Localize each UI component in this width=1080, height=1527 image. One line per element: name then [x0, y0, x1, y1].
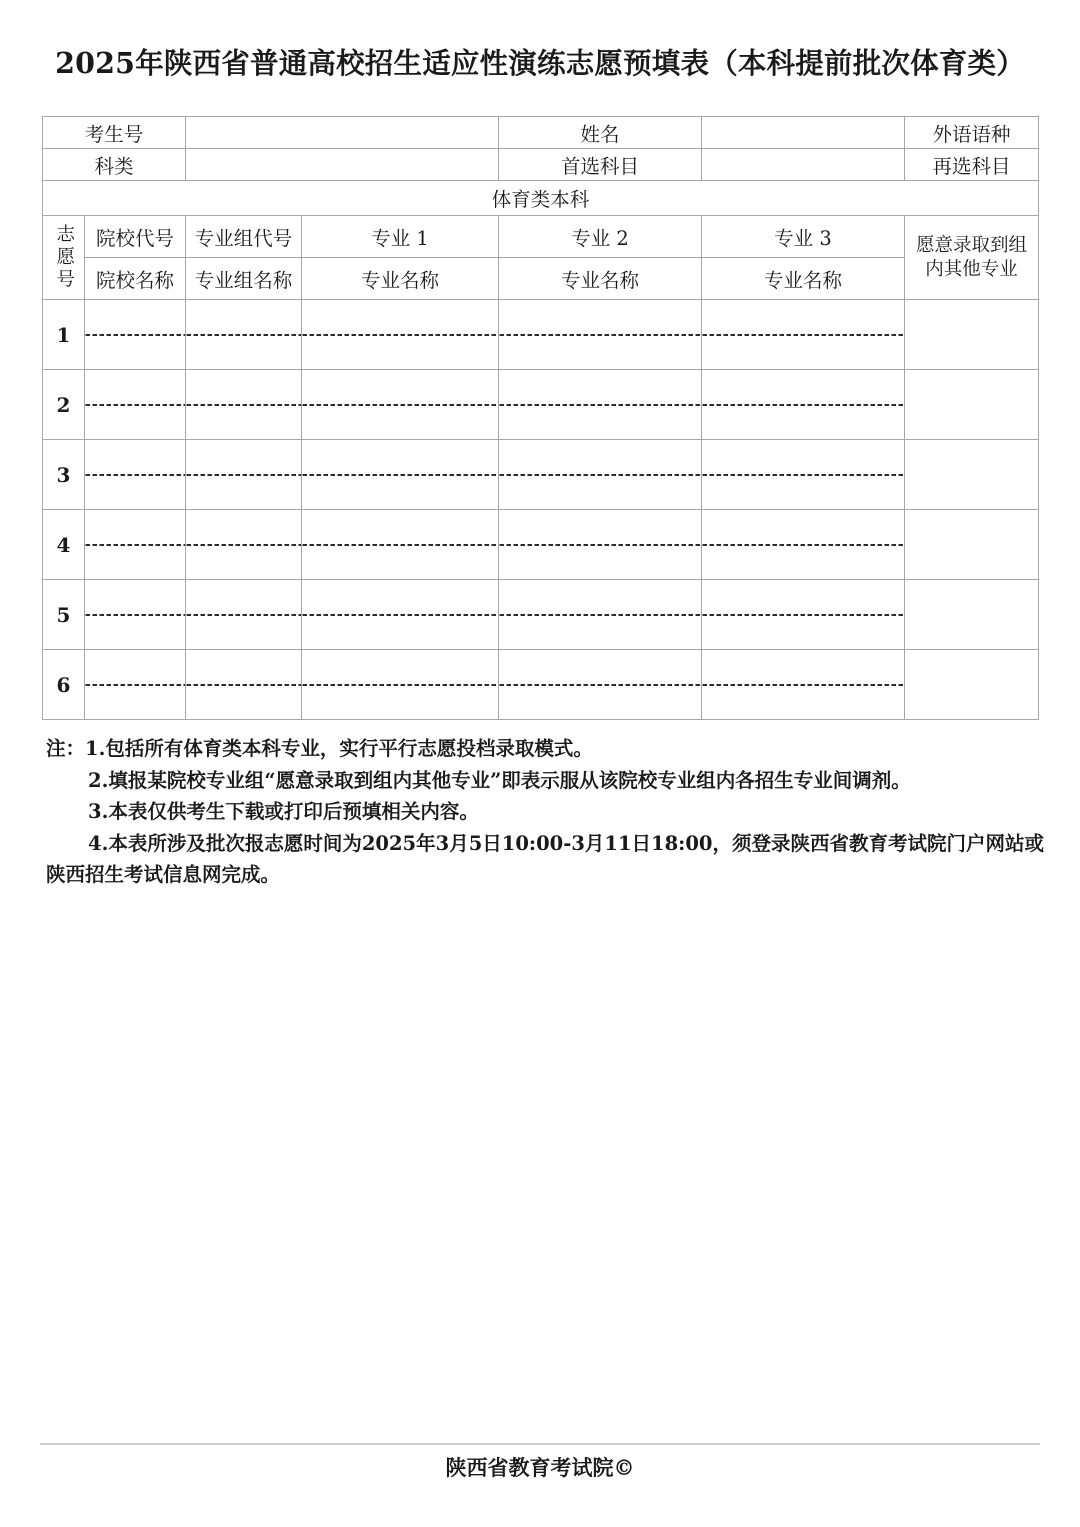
info-row-2	[43, 149, 1039, 181]
cell-school-code[interactable]	[85, 300, 186, 370]
cell-group-code[interactable]	[186, 510, 302, 580]
note-item-1	[46, 733, 1046, 765]
label-candidate-number: 考生号	[43, 117, 186, 149]
table-row	[43, 300, 1039, 370]
label-subject-category: 科类	[43, 149, 186, 181]
column-header-top-row	[43, 216, 1039, 258]
header-volunteer-no-label: 志愿号	[53, 223, 75, 292]
cell-willing-transfer[interactable]	[905, 300, 1039, 370]
header-major-3-name: 专业名称	[702, 258, 905, 300]
notes-prefix: 注：	[46, 737, 86, 760]
cell-willing-transfer[interactable]	[905, 510, 1039, 580]
note-item-2: 2.填报某院校专业组“愿意录取到组内其他专业”即表示服从该院校专业组内各招生专业间调剂。	[88, 768, 911, 792]
cell-school-code[interactable]	[85, 580, 186, 650]
footer-agency: 陕西省教育考试院©	[445, 1455, 635, 1480]
header-major-2-name: 专业名称	[499, 258, 702, 300]
table-row	[43, 510, 1039, 580]
cell-willing-transfer[interactable]	[905, 440, 1039, 510]
header-willing-transfer-label: 愿意录取到组内其他专业	[916, 234, 1028, 280]
notes-block	[46, 733, 1046, 891]
table-row	[43, 440, 1039, 510]
footer-divider	[40, 1443, 1040, 1445]
cell-major-2[interactable]	[499, 300, 702, 370]
cell-major-1[interactable]	[302, 650, 499, 720]
header-school-code: 院校代号	[85, 216, 186, 258]
label-foreign-language: 外语语种	[905, 117, 1039, 149]
cell-major-2[interactable]	[499, 440, 702, 510]
cell-major-1[interactable]	[302, 510, 499, 580]
cell-major-2[interactable]	[499, 370, 702, 440]
cell-school-code[interactable]	[85, 510, 186, 580]
header-group-code: 专业组代号	[186, 216, 302, 258]
cell-major-1[interactable]	[302, 580, 499, 650]
note-1-text: 1.包括所有体育类本科专业，实行平行志愿投档录取模式。	[85, 737, 593, 760]
row-number: 1	[43, 300, 85, 370]
field-subject-category[interactable]	[186, 149, 499, 181]
table-row	[43, 370, 1039, 440]
cell-major-3[interactable]	[702, 510, 905, 580]
label-name: 姓名	[499, 117, 702, 149]
cell-group-code[interactable]	[186, 300, 302, 370]
column-header-bottom-row	[43, 258, 1039, 300]
cell-major-1[interactable]	[302, 370, 499, 440]
cell-school-code[interactable]	[85, 370, 186, 440]
row-number: 5	[43, 580, 85, 650]
cell-major-3[interactable]	[702, 370, 905, 440]
cell-major-3[interactable]	[702, 650, 905, 720]
header-major-1-name: 专业名称	[302, 258, 499, 300]
volunteer-form-table	[42, 116, 1039, 720]
cell-major-2[interactable]	[499, 510, 702, 580]
cell-willing-transfer[interactable]	[905, 580, 1039, 650]
header-volunteer-no	[43, 216, 85, 300]
field-name[interactable]	[702, 117, 905, 149]
row-number: 6	[43, 650, 85, 720]
cell-major-3[interactable]	[702, 580, 905, 650]
cell-major-3[interactable]	[702, 440, 905, 510]
label-second-choice-subject: 再选科目	[905, 149, 1039, 181]
section-band-label: 体育类本科	[43, 181, 1039, 216]
header-major-2: 专业 2	[499, 216, 702, 258]
info-row-1	[43, 117, 1039, 149]
header-major-1: 专业 1	[302, 216, 499, 258]
header-willing-transfer	[905, 216, 1039, 300]
header-school-name: 院校名称	[85, 258, 186, 300]
cell-group-code[interactable]	[186, 650, 302, 720]
field-candidate-number[interactable]	[186, 117, 499, 149]
field-first-choice-subject[interactable]	[702, 149, 905, 181]
header-major-3: 专业 3	[702, 216, 905, 258]
note-item-4-continuation: 陕西招生考试信息网完成。	[46, 863, 281, 887]
row-number: 2	[43, 370, 85, 440]
cell-school-code[interactable]	[85, 650, 186, 720]
table-row	[43, 650, 1039, 720]
row-number: 4	[43, 510, 85, 580]
cell-group-code[interactable]	[186, 440, 302, 510]
label-first-choice-subject: 首选科目	[499, 149, 702, 181]
page-title: 2025年陕西省普通高校招生适应性演练志愿预填表（本科提前批次体育类）	[55, 46, 1025, 80]
cell-major-1[interactable]	[302, 300, 499, 370]
cell-group-code[interactable]	[186, 370, 302, 440]
cell-major-1[interactable]	[302, 440, 499, 510]
cell-school-code[interactable]	[85, 440, 186, 510]
row-number: 3	[43, 440, 85, 510]
cell-willing-transfer[interactable]	[905, 370, 1039, 440]
section-band-row	[43, 181, 1039, 216]
cell-group-code[interactable]	[186, 580, 302, 650]
table-row	[43, 580, 1039, 650]
header-group-name: 专业组名称	[186, 258, 302, 300]
cell-major-3[interactable]	[702, 300, 905, 370]
note-item-4: 4.本表所涉及批次报志愿时间为2025年3月5日10:00-3月11日18:00，须登录陕西省教育考试院门户网站或	[88, 831, 1045, 855]
note-item-3: 3.本表仅供考生下载或打印后预填相关内容。	[88, 800, 479, 824]
cell-willing-transfer[interactable]	[905, 650, 1039, 720]
cell-major-2[interactable]	[499, 650, 702, 720]
cell-major-2[interactable]	[499, 580, 702, 650]
